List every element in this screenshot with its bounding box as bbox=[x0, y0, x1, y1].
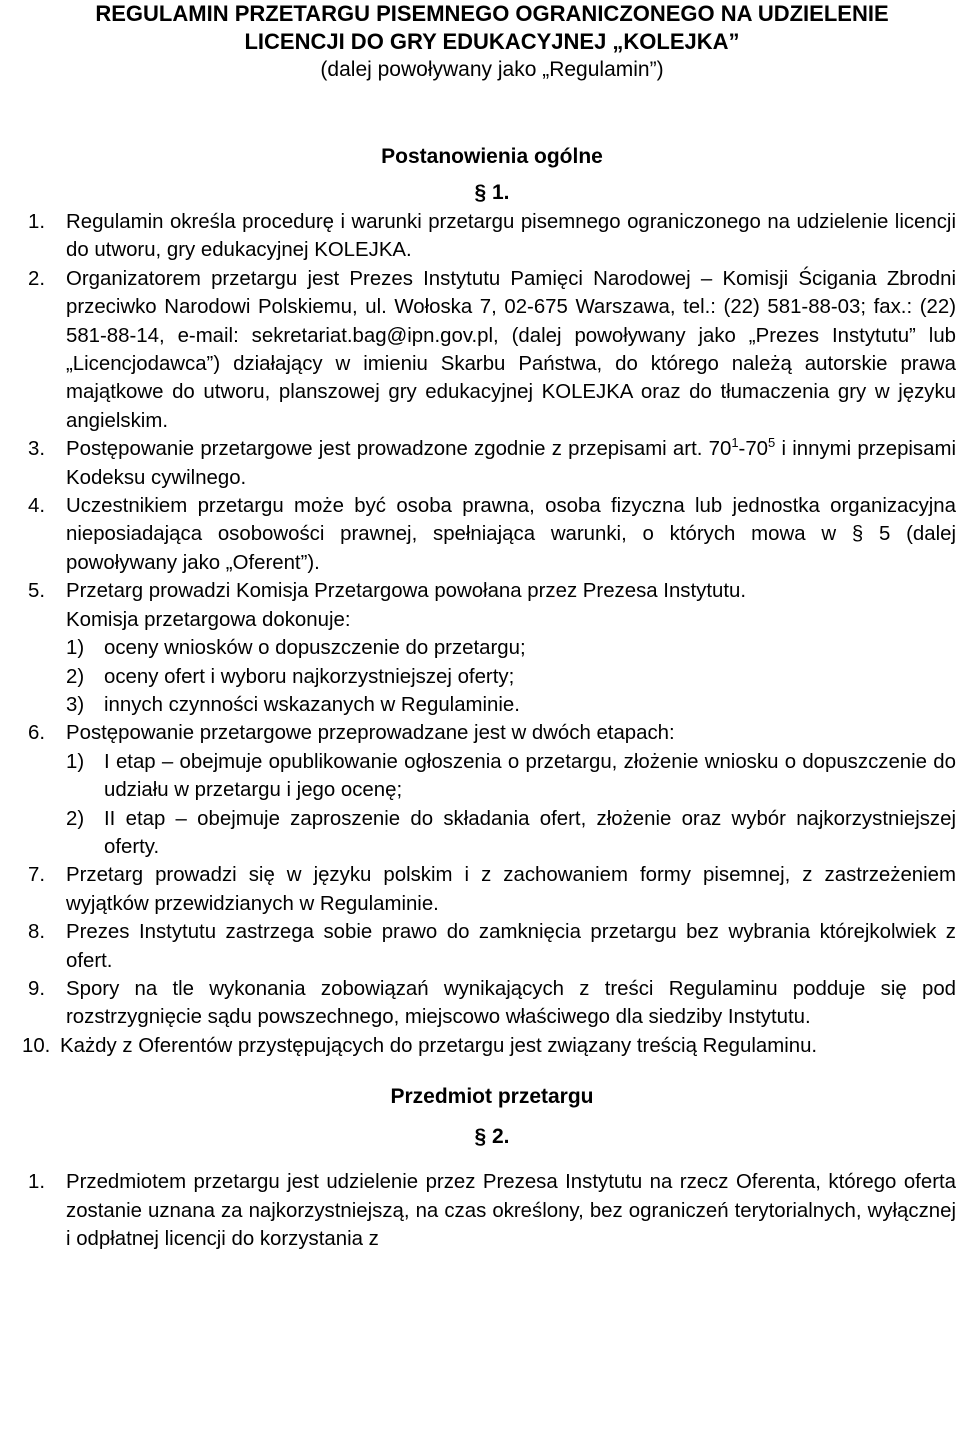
superscript: 1 bbox=[731, 435, 739, 451]
section-2-items bbox=[28, 1168, 956, 1253]
item-text: Postępowanie przetargowe przeprowadzane jest w dwóch etapach: bbox=[66, 722, 675, 745]
item-text-part: Postępowanie przetargowe jest prowadzone zgodnie z przepisami art. 70 bbox=[66, 438, 732, 461]
item-number: 6. bbox=[28, 722, 46, 745]
sub-item-text: oceny wniosków o dopuszczenie do przetargu; bbox=[104, 637, 526, 660]
list-item bbox=[28, 492, 956, 577]
list-item bbox=[28, 861, 956, 918]
list-item bbox=[22, 1032, 956, 1060]
list-item bbox=[28, 208, 956, 265]
spacer bbox=[28, 1152, 956, 1168]
item-text: Spory na tle wykonania zobowiązań wynikających z treści Regulaminu podduje się pod rozstrzygnięcie sądu powszechnego, miejscowo właściwego dla siedziby Instytutu. bbox=[66, 977, 956, 1029]
item-text: Przetarg prowadzi się w języku polskim i z zachowaniem formy pisemnej, z zastrzeżeniem wyjątków przewidzianych w Regulaminie. bbox=[66, 864, 956, 915]
item-text: Prezes Instytutu zastrzega sobie prawo do zamknięcia przetargu bez wybrania którejkolwiek z ofert. bbox=[66, 921, 956, 972]
item-number: 10. bbox=[22, 1034, 51, 1057]
item-text: Przedmiotem przetargu jest udzielenie przez Prezesa Instytutu na rzecz Oferenta, którego oferta zostanie uznana za najkorzystniejszą, na czas określony, bez ograniczeń terytorialnych, wyłącznej i odpłatnej licencji do korzystania z bbox=[66, 1171, 956, 1250]
title-line-1: REGULAMIN PRZETARGU PISEMNEGO OGRANICZONEGO NA UDZIELENIE bbox=[95, 1, 889, 26]
item-number: 5. bbox=[28, 580, 46, 603]
item-body bbox=[66, 577, 956, 719]
list-item bbox=[28, 265, 956, 435]
item-number: 7. bbox=[28, 864, 46, 887]
item-text: Organizatorem przetargu jest Prezes Instytutu Pamięci Narodowej – Komisji Ścigania Zbrodni przeciwko Narodowi Polskiemu, ul. Wołoska 7, 02-675 Warszawa, tel.: (22) 581-88-03; fax.: (22) 581-88-14, e-mail: sekretariat.bag@ipn.gov.pl, (dalej powoływany jako „Prezes Instytutu” lub „Licencjodawca”) działający w imieniu Skarbu Państwa, do którego należą autorskie prawa majątkowe do utworu, planszowej gry edukacyjnej KOLEJKA oraz do tłumaczenia gry w języku angielskim. bbox=[66, 267, 956, 432]
item-number: 2. bbox=[28, 267, 46, 290]
item-text: Regulamin określa procedurę i warunki przetargu pisemnego ograniczonego na udzielenie licencji do utworu, gry edukacyjnej KOLEJKA. bbox=[66, 211, 956, 262]
section-number-2: § 2. bbox=[474, 1125, 510, 1149]
sub-list-item bbox=[66, 748, 956, 805]
list-item bbox=[28, 918, 956, 975]
spacer bbox=[28, 1060, 956, 1082]
sub-item-text: innych czynności wskazanych w Regulaminie. bbox=[104, 693, 520, 716]
item-body bbox=[66, 719, 956, 861]
item-number: 1. bbox=[28, 1171, 46, 1194]
item-text: Każdy z Oferentów przystępujących do przetargu jest związany treścią Regulaminu. bbox=[60, 1034, 818, 1057]
list-item bbox=[28, 1168, 956, 1253]
sub-item-text: II etap – obejmuje zaproszenie do składania ofert, złożenie oraz wybór najkorzystniejszej oferty. bbox=[104, 807, 956, 858]
section-heading-general: Postanowienia ogólne bbox=[381, 145, 603, 168]
list-item bbox=[28, 975, 956, 1032]
item-number: 9. bbox=[28, 977, 46, 1000]
item-number: 1. bbox=[28, 211, 46, 233]
list-item bbox=[28, 719, 956, 861]
title-line-3: (dalej powoływany jako „Regulamin”) bbox=[320, 58, 664, 81]
sub-item-number: 2) bbox=[66, 807, 85, 830]
superscript: 5 bbox=[768, 435, 776, 451]
list-item bbox=[28, 577, 956, 719]
section-1-items bbox=[22, 208, 956, 1060]
item-text: Przetarg prowadzi Komisja Przetargowa powołana przez Prezesa Instytutu. bbox=[66, 580, 747, 603]
document-title bbox=[28, 0, 956, 84]
section-heading-subject: Przedmiot przetargu bbox=[390, 1085, 594, 1109]
item-number: 3. bbox=[28, 438, 46, 461]
item-text: Uczestnikiem przetargu może być osoba prawna, osoba fizyczna lub jednostka organizacyjna nieposiadająca osobowości prawnej, spełniająca warunki, o których mowa w § 5 (dalej powoływany jako „Oferent”). bbox=[66, 495, 956, 574]
list-item bbox=[28, 435, 956, 492]
sub-item-text: I etap – obejmuje opublikowanie ogłoszenia o przetargu, złożenie wniosku o dopuszczenie do udziału w przetargu i jego ocenę; bbox=[104, 750, 956, 802]
item-text: Komisja przetargowa dokonuje: bbox=[66, 608, 351, 631]
sub-list-item bbox=[66, 805, 956, 862]
item-text-part: -70 bbox=[738, 438, 769, 461]
title-line-2: LICENCJI DO GRY EDUKACYJNEJ „KOLEJKA” bbox=[244, 29, 740, 54]
item-text bbox=[66, 435, 956, 492]
sub-list-item bbox=[66, 634, 956, 662]
sub-item-number: 1) bbox=[66, 750, 85, 773]
sub-item-text: oceny ofert i wyboru najkorzystniejszej oferty; bbox=[104, 665, 515, 688]
sub-list-item bbox=[66, 691, 956, 719]
spacer bbox=[28, 84, 956, 142]
item-number: 4. bbox=[28, 495, 46, 518]
sub-list-item bbox=[66, 663, 956, 691]
sub-item-number: 3) bbox=[66, 693, 85, 716]
spacer bbox=[28, 1112, 956, 1122]
sub-item-number: 1) bbox=[66, 637, 85, 660]
section-number-1: § 1. bbox=[474, 181, 510, 204]
sub-item-number: 2) bbox=[66, 665, 85, 688]
item-text-part: i innymi przepisami Kodeksu cywilnego. bbox=[66, 438, 956, 489]
item-number: 8. bbox=[28, 921, 46, 944]
